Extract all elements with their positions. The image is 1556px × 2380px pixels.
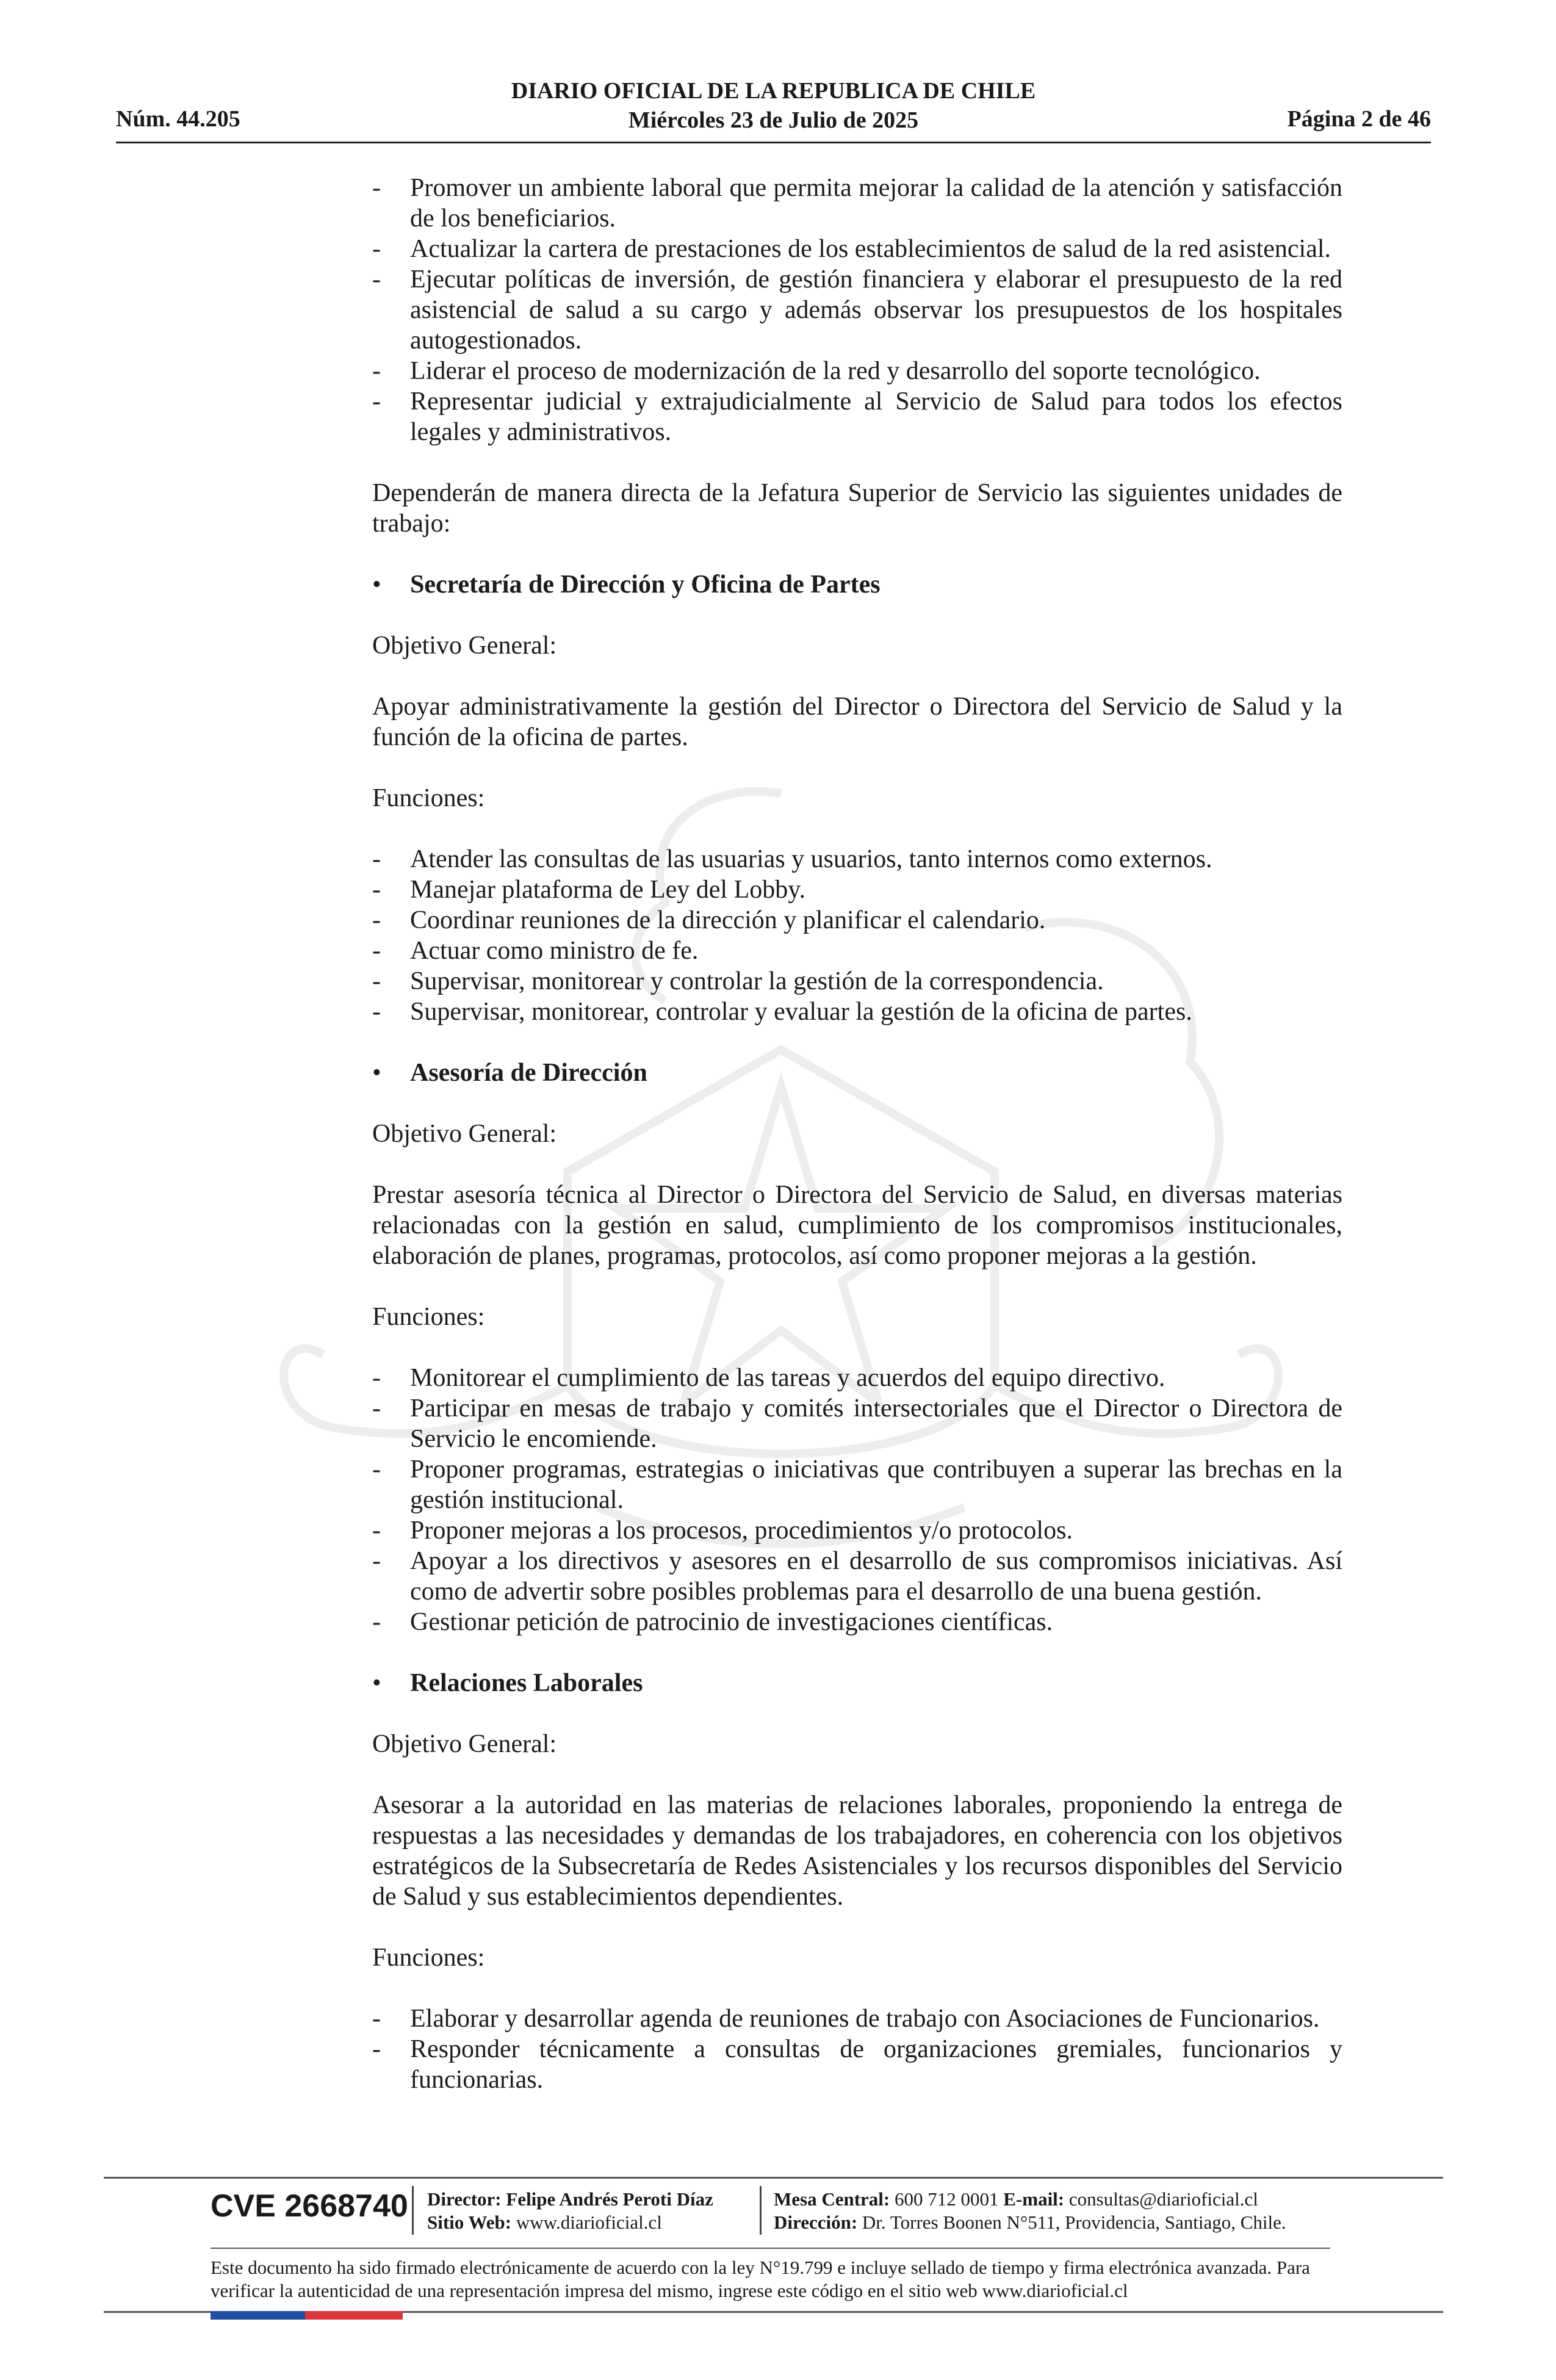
footer-inner-divider	[211, 2248, 1330, 2249]
objective-label: Objetivo General:	[372, 1120, 557, 1148]
website-link[interactable]: www.diarioficial.cl	[516, 2212, 662, 2233]
function-item: - Supervisar, monitorear, controlar y evaluar la gestión de la oficina de partes.	[372, 998, 1192, 1026]
objective-text: Prestar asesoría técnica al Director o Directora del Servicio de Salud, en diversas materias relacionadas con la gestión en salud, cumplimiento de los compromisos institucionales, elaboración de planes, programas, protocolos, así como proponer mejoras a la gestión.	[372, 1181, 1342, 1270]
footer-divider	[104, 2177, 1443, 2179]
header-divider	[116, 142, 1431, 143]
function-item: - Participar en mesas de trabajo y comités intersectoriales que el Director o Directora de Servicio le encomiende.	[372, 1394, 1342, 1453]
flag-blue-bar	[211, 2311, 305, 2320]
flag-red-bar	[305, 2311, 403, 2320]
function-item: - Elaborar y desarrollar agenda de reuniones de trabajo con Asociaciones de Funcionarios.	[372, 2005, 1320, 2033]
intro-list-item: - Actualizar la cartera de prestaciones de los establecimientos de salud de la red asistencial.	[372, 235, 1331, 263]
director-name: Felipe Andrés Peroti Díaz	[506, 2188, 713, 2210]
dependency-paragraph: Dependerán de manera directa de la Jefatura Superior de Servicio las siguientes unidades de trabajo:	[372, 479, 1342, 538]
function-item: - Actuar como ministro de fe.	[372, 937, 699, 965]
publication-title: DIARIO OFICIAL DE LA REPUBLICA DE CHILE	[511, 78, 1036, 104]
intro-list-item: - Representar judicial y extrajudicialmente al Servicio de Salud para todos los efectos legales y administrativos.	[372, 388, 1342, 446]
phone-number: 600 712 0001	[895, 2188, 999, 2210]
functions-label: Funciones:	[372, 1944, 485, 1972]
section-title: • Relaciones Laborales	[372, 1669, 643, 1697]
section-title: • Asesoría de Dirección	[372, 1059, 647, 1087]
footer-separator	[412, 2186, 414, 2235]
intro-list-item: - Ejecutar políticas de inversión, de gestión financiera y elaborar el presupuesto de la red asistencial de salud a su cargo y además observar los presupuestos de los hospitales autogestionados.	[372, 265, 1342, 355]
function-item: - Atender las consultas de las usuarias y usuarios, tanto internos como externos.	[372, 845, 1212, 873]
function-item: - Proponer mejoras a los procesos, procedimientos y/o protocolos.	[372, 1516, 1073, 1545]
function-item: - Proponer programas, estrategias o iniciativas que contribuyen a superar las brechas en la gestión institucional.	[372, 1455, 1342, 1514]
intro-list-item: - Promover un ambiente laboral que permita mejorar la calidad de la atención y satisfacción de los beneficiarios.	[372, 174, 1342, 233]
section-title: • Secretaría de Dirección y Oficina de Partes	[372, 571, 881, 599]
function-item: - Monitorear el cumplimiento de las tareas y acuerdos del equipo directivo.	[372, 1364, 1165, 1392]
functions-label: Funciones:	[372, 784, 485, 812]
page-number: Página 2 de 46	[1287, 106, 1431, 132]
function-item: - Supervisar, monitorear y controlar la gestión de la correspondencia.	[372, 967, 1104, 995]
function-item: - Responder técnicamente a consultas de organizaciones gremiales, funcionarios y funcionarias.	[372, 2035, 1342, 2094]
objective-label: Objetivo General:	[372, 632, 557, 660]
objective-text: Asesorar a la autoridad en las materias de relaciones laborales, proponiendo la entrega de respuestas a las necesidades y demandas de los trabajadores, en coherencia con los objetivos estratégicos de la Subsecretaría de Redes Asistenciales y los recursos disponibles del Servicio de Salud y sus establecimientos dependientes.	[372, 1791, 1342, 1911]
publication-header	[116, 76, 1431, 135]
email-link[interactable]: consultas@diarioficial.cl	[1068, 2188, 1258, 2210]
objective-text: Apoyar administrativamente la gestión del Director o Directora del Servicio de Salud y la función de la oficina de partes.	[372, 693, 1342, 751]
cve-code: CVE 2668740	[211, 2188, 408, 2224]
legal-notice: Este documento ha sido firmado electrónicamente de acuerdo con la ley N°19.799 e incluye sellado de tiempo y firma electrónica avanzada. Para verificar la autenticidad de una representación impresa del mismo, ingrese este código en el sitio web www.diarioficial.cl	[211, 2257, 1310, 2301]
publication-date: Miércoles 23 de Julio de 2025	[628, 107, 919, 133]
footer-separator	[760, 2186, 762, 2235]
function-item: - Coordinar reuniones de la dirección y planificar el calendario.	[372, 906, 1046, 934]
intro-list-item: - Liderar el proceso de modernización de la red y desarrollo del soporte tecnológico.	[372, 357, 1261, 385]
page-header	[116, 76, 1431, 146]
issue-number: Núm. 44.205	[116, 106, 240, 132]
footer-contact-block: Mesa Central: 600 712 0001 E-mail: consultas@diarioficial.cl Dirección: Dr. Torres Boonen N°511, Providencia, Santiago, Chile.	[774, 2188, 1286, 2233]
function-item: - Gestionar petición de patrocinio de investigaciones científicas.	[372, 1608, 1053, 1636]
function-item: - Manejar plataforma de Ley del Lobby.	[372, 876, 806, 904]
functions-label: Funciones:	[372, 1303, 485, 1331]
document-body	[372, 173, 1342, 2095]
objective-label: Objetivo General:	[372, 1730, 557, 1758]
address: Dr. Torres Boonen N°511, Providencia, Santiago, Chile.	[862, 2212, 1286, 2233]
footer-director-block: Director: Felipe Andrés Peroti Díaz Sitio Web: www.diarioficial.cl	[427, 2188, 713, 2233]
function-item: - Apoyar a los directivos y asesores en el desarrollo de sus compromisos iniciativas. Así como de advertir sobre posibles problemas para el desarrollo de una buena gestión.	[372, 1547, 1342, 1606]
